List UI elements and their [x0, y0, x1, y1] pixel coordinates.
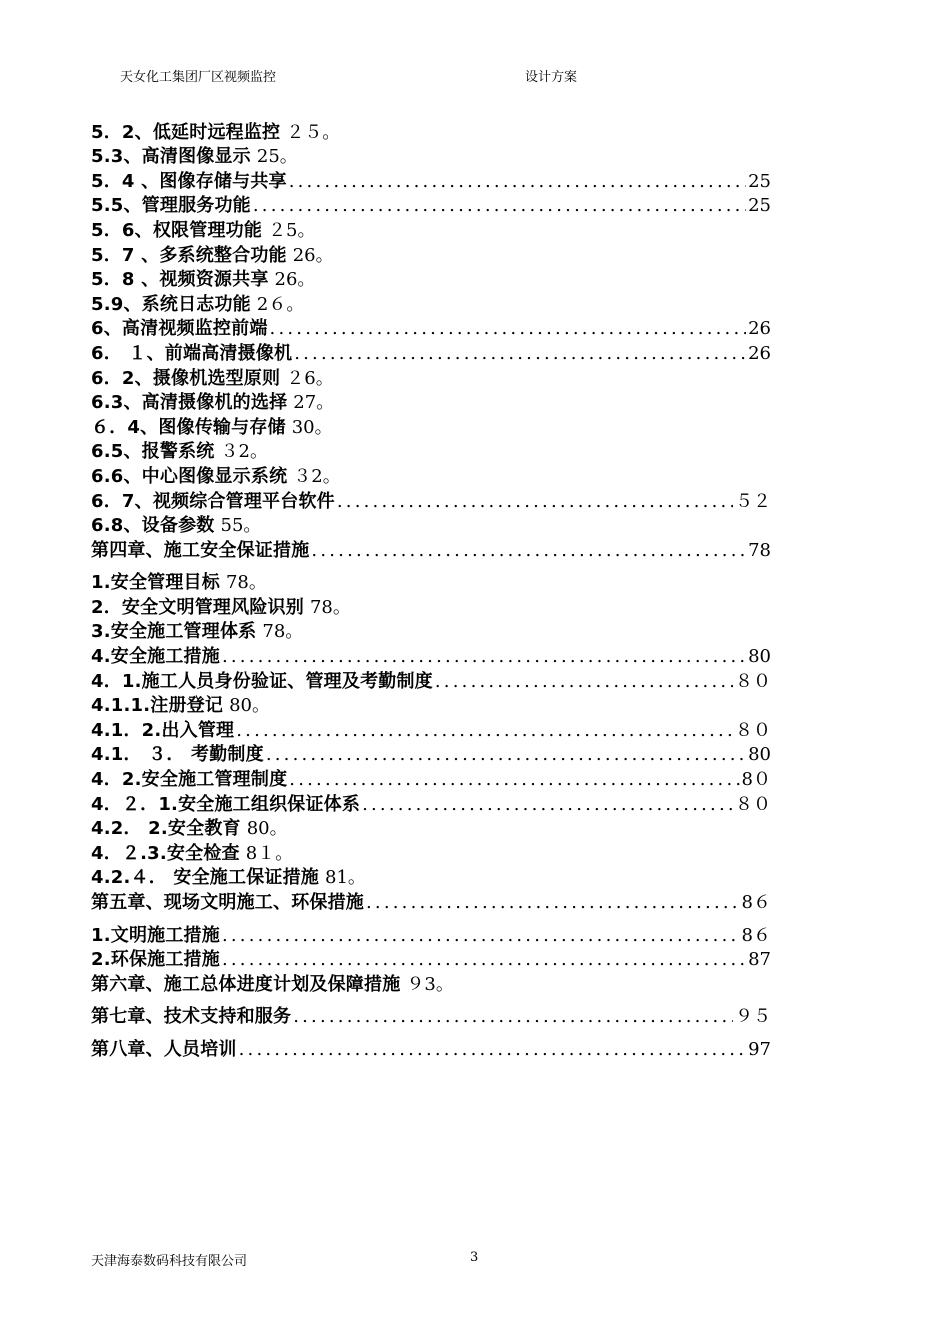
toc-entry-title: 3.安全施工管理体系: [91, 621, 257, 643]
toc-entry-page: 26｡: [274, 269, 307, 291]
toc-dot-leader: [366, 891, 740, 915]
toc-entry[interactable]: [91, 440, 771, 465]
toc-entry-page: ２5｡: [268, 219, 307, 241]
toc-entry-title: 5．6、权限管理功能: [91, 219, 263, 241]
toc-entry-title: 6.5、报警系统: [91, 441, 215, 463]
toc-entry-title: 6.3、高清摄像机的选择: [91, 392, 288, 414]
toc-entry[interactable]: [91, 341, 771, 366]
toc-entry-title: 第五章、现场文明施工、环保措施: [91, 892, 364, 913]
toc-entry[interactable]: [91, 169, 771, 194]
toc-dot-leader: [222, 924, 740, 948]
toc-entry-page: 80｡: [229, 695, 261, 717]
header-right-title: 设计方案: [525, 70, 578, 85]
toc-entry-page: 78｡: [309, 596, 342, 618]
toc-entry-title: ６．4、图像传输与存储: [91, 416, 286, 438]
toc-entry-title: 4.安全施工措施: [91, 646, 220, 668]
toc-dot-leader: [222, 645, 746, 669]
toc-entry[interactable]: [91, 948, 771, 973]
toc-entry-title: 1.安全管理目标: [91, 572, 220, 594]
toc-entry-page: ８０: [735, 719, 771, 741]
toc-entry[interactable]: [91, 514, 771, 539]
toc-entry[interactable]: [91, 718, 771, 743]
toc-dot-leader: [362, 793, 733, 817]
toc-entry[interactable]: [91, 841, 771, 866]
toc-entry[interactable]: [91, 317, 771, 342]
toc-dot-leader: [236, 719, 733, 743]
toc-entry-page: 55｡: [220, 515, 253, 537]
table-of-contents: [91, 120, 771, 1062]
toc-entry[interactable]: [91, 366, 771, 391]
toc-entry[interactable]: [91, 243, 771, 268]
toc-dot-leader: [294, 342, 746, 366]
toc-entry[interactable]: [91, 694, 771, 719]
toc-entry-title: 第八章、人员培训: [91, 1038, 237, 1060]
toc-entry-title: 5.3、高清图像显示: [91, 146, 251, 168]
footer-page-number: 3: [470, 1250, 479, 1265]
toc-entry-title: 5.5、管理服务功能: [91, 195, 251, 217]
toc-entry-page: 80｡: [246, 818, 279, 840]
toc-entry-page: ２6｡: [286, 367, 325, 389]
toc-entry-title: 4.2． 2.安全教育: [91, 818, 241, 840]
toc-entry-page: ２５｡: [286, 121, 332, 143]
toc-entry-title: 6．7、视频综合管理平台软件: [91, 490, 335, 512]
toc-entry[interactable]: [91, 218, 771, 243]
toc-entry-page: 8６: [741, 924, 771, 946]
toc-entry-title: 5．8 、视频资源共享: [91, 269, 269, 291]
toc-entry-title: 5.9、系统日志功能: [91, 293, 251, 315]
toc-entry-title: 5．4 、图像存储与共享: [91, 170, 287, 192]
toc-entry-page: ５２: [735, 490, 771, 512]
toc-entry-page: 26: [748, 342, 771, 364]
toc-entry-page: 30｡: [291, 416, 324, 438]
toc-entry[interactable]: [91, 464, 771, 489]
toc-entry[interactable]: [91, 972, 771, 997]
toc-entry[interactable]: [91, 743, 771, 768]
toc-entry-page: ８０: [735, 793, 771, 815]
toc-entry[interactable]: [91, 817, 771, 842]
toc-entry[interactable]: [91, 391, 771, 416]
toc-entry-page: 97: [748, 1038, 771, 1060]
toc-entry-page: ８０: [735, 670, 771, 692]
toc-entry-page: 81｡: [325, 867, 357, 889]
toc-entry-page: ３2｡: [220, 441, 259, 463]
toc-dot-leader: [239, 1038, 746, 1062]
toc-entry-page: 78｡: [225, 572, 258, 594]
toc-entry[interactable]: [91, 194, 771, 219]
toc-entry-title: 4．1.施工人员身份验证、管理及考勤制度: [91, 670, 433, 692]
toc-entry[interactable]: [91, 866, 771, 891]
toc-dot-leader: [293, 1005, 733, 1029]
toc-entry-page: 78: [748, 539, 771, 561]
toc-entry-title: 第四章、施工安全保证措施: [91, 539, 310, 561]
toc-entry[interactable]: [91, 415, 771, 440]
toc-entry[interactable]: [91, 1005, 771, 1030]
toc-entry-page: 26｡: [292, 244, 325, 266]
toc-entry-page: ９3｡: [406, 973, 445, 995]
toc-entry-page: 25｡: [256, 146, 289, 168]
toc-entry-page: ９５: [735, 1006, 771, 1028]
toc-dot-leader: [289, 170, 746, 194]
toc-entry-title: 第七章、技术支持和服务: [91, 1006, 292, 1028]
toc-entry[interactable]: [91, 489, 771, 514]
footer-company: 天津海泰数码科技有限公司: [91, 1254, 248, 1269]
toc-entry[interactable]: [91, 595, 771, 620]
toc-entry-page: 2６｡: [256, 293, 296, 315]
toc-dot-leader: [337, 490, 733, 514]
toc-dot-leader: [270, 317, 747, 341]
toc-dot-leader: [311, 539, 746, 563]
toc-dot-leader: [289, 768, 739, 792]
toc-entry-title: 4.1.1.注册登记: [91, 695, 224, 717]
toc-entry-page: 25: [748, 170, 771, 192]
toc-entry-title: 4.1．2.出入管理: [91, 719, 235, 741]
toc-entry-title: 6．2、摄像机选型原则: [91, 367, 281, 389]
toc-entry-title: 4．２.3.安全检查: [91, 842, 240, 864]
toc-entry-page: ３2｡: [293, 465, 332, 487]
toc-entry-title: 2．安全文明管理风险识别: [91, 596, 304, 618]
toc-entry[interactable]: [91, 538, 771, 563]
toc-entry-page: 87: [748, 949, 771, 971]
toc-entry-title: 5．2、低延时远程监控: [91, 121, 281, 143]
toc-entry-page: 25: [748, 195, 771, 217]
toc-entry-page: 80: [748, 744, 771, 766]
toc-entry-page: 26: [748, 318, 771, 340]
toc-entry-title: 1.文明施工措施: [91, 924, 220, 946]
toc-dot-leader: [266, 743, 746, 767]
toc-entry-page: 8０: [741, 769, 771, 791]
header-left-title: 天女化工集团厂区视频监控: [120, 70, 277, 85]
toc-dot-leader: [435, 670, 733, 694]
toc-entry-title: 4.2.４． 安全施工保证措施: [91, 867, 319, 889]
toc-entry-page: 8１｡: [245, 842, 285, 864]
toc-entry[interactable]: [91, 268, 771, 293]
toc-entry[interactable]: [91, 669, 771, 694]
toc-entry-page: 8６: [741, 892, 771, 913]
toc-entry-title: 4．2.安全施工管理制度: [91, 769, 288, 791]
toc-entry-title: 6． １、前端高清摄像机: [91, 342, 293, 364]
toc-entry[interactable]: [91, 145, 771, 170]
toc-entry-title: 5．7 、多系统整合功能: [91, 244, 287, 266]
toc-entry[interactable]: [91, 620, 771, 645]
toc-entry-title: 4.1． ３． 考勤制度: [91, 744, 264, 766]
toc-entry[interactable]: [91, 120, 771, 145]
toc-entry[interactable]: [91, 571, 771, 596]
toc-entry-title: 6、高清视频监控前端: [91, 318, 268, 340]
toc-entry-title: 4．２．1.安全施工组织保证体系: [91, 793, 361, 815]
toc-dot-leader: [253, 194, 746, 218]
toc-entry[interactable]: [91, 292, 771, 317]
toc-entry-title: 6.8、设备参数: [91, 515, 215, 537]
toc-entry[interactable]: [91, 767, 771, 792]
toc-entry[interactable]: [91, 890, 771, 915]
toc-entry[interactable]: [91, 923, 771, 948]
toc-entry[interactable]: [91, 1037, 771, 1062]
toc-entry-title: 2.环保施工措施: [91, 949, 220, 971]
toc-dot-leader: [222, 948, 746, 972]
toc-entry[interactable]: [91, 792, 771, 817]
toc-entry-page: 78｡: [262, 621, 295, 643]
toc-entry[interactable]: [91, 644, 771, 669]
toc-entry-title: 第六章、施工总体进度计划及保障措施: [91, 973, 401, 995]
toc-entry-page: 27｡: [293, 392, 326, 414]
toc-entry-page: 80: [748, 646, 771, 668]
toc-entry-title: 6.6、中心图像显示系统: [91, 465, 288, 487]
